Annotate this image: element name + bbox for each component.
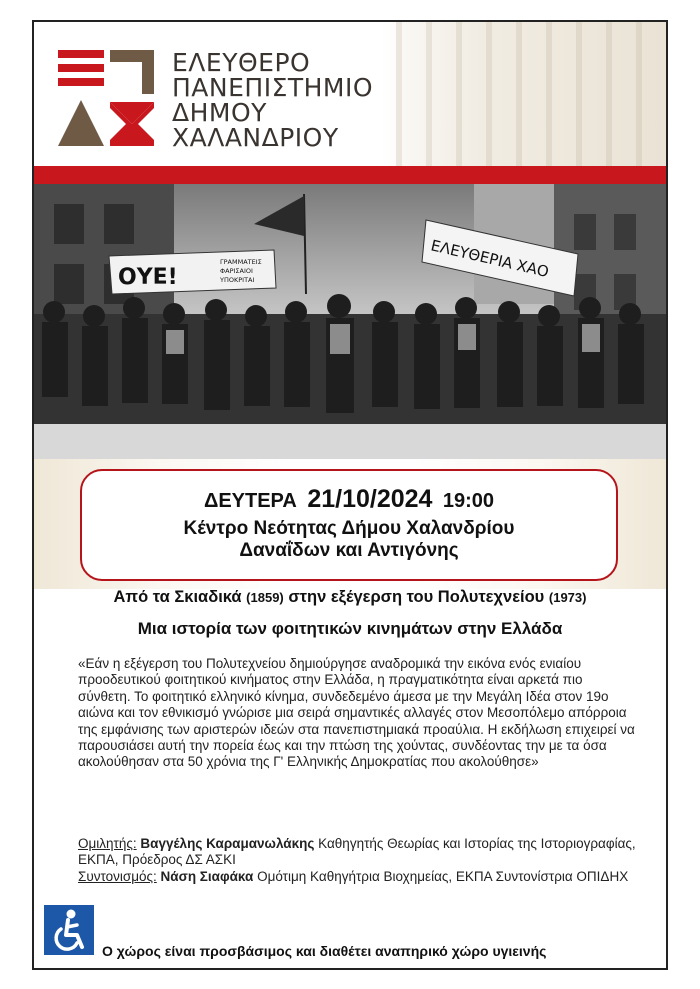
moderator-name: Νάση Σιαφάκα — [160, 869, 254, 884]
org-name-line-3: ΔΗΜΟΥ — [172, 98, 267, 127]
title-year-1: (1859) — [246, 590, 284, 605]
event-address: Δαναΐδων και Αντιγόνης — [239, 540, 459, 561]
lecture-subtitle: Μια ιστορία των φοιτητικών κινημάτων στην Ελλάδα — [137, 619, 563, 638]
left-banner-text: ΟΥΕ! — [118, 265, 178, 290]
lecture-title — [34, 588, 666, 607]
left-banner-small-2: ΦΑΡΙΣΑΙΟΙ — [220, 267, 253, 275]
title-year-2: (1973) — [548, 590, 587, 605]
speaker-role: Καθηγητής Θεωρίας και Ιστορίας της Ιστοριογραφίας, ΕΚΠΑ, Πρόεδρος ΔΣ ΑΣΚΙ — [78, 836, 636, 868]
title-part-2: στην εξέγερση του Πολυτεχνείου — [288, 588, 545, 606]
accessibility-note: Ο χώρος είναι προσβάσιμος και διαθέτει αναπηρικό χώρο υγιεινής — [102, 943, 547, 959]
right-banner-text: ΕΛΕΥΘΕΡΙΑ ΧΑΟ — [429, 236, 551, 282]
poster — [32, 20, 668, 970]
organization-name — [172, 50, 373, 150]
speaker-name: Βαγγέλης Καραμανωλάκης — [140, 836, 315, 851]
moderator-label: Συντονισμός: — [78, 869, 157, 884]
protest-photo — [34, 184, 666, 459]
event-info-box — [80, 469, 618, 581]
red-divider-bar — [34, 166, 666, 184]
speaker-label: Ομιλητής: — [78, 836, 137, 851]
moderator-role: Ομότιμη Καθηγήτρια Βιοχημείας, ΕΚΠΑ Συντονίστρια ΟΠΙΔΗΧ — [257, 869, 629, 884]
moderator-info — [78, 869, 638, 885]
event-date: 21/10/2024 — [307, 485, 433, 513]
event-time: 19:00 — [442, 490, 495, 512]
wheelchair-icon — [44, 905, 94, 955]
org-name-line-1: ΕΛΕΥΘΕΡΟ — [172, 48, 311, 77]
org-name-line-4: ΧΑΛΑΝΔΡΙΟΥ — [172, 123, 339, 152]
university-logo-icon — [58, 50, 154, 146]
lecture-description: «Εάν η εξέγερση του Πολυτεχνείου δημιούργησε αναδρομικά την εικόνα ενός ενιαίου προοδευτικού φοιτητικού κινήματος στην Ελλάδα, η πραγματικότητα είναι αρκετά πιο σύνθετη. Το φοιτητικό ελληνικό κίνημα, συνδεδεμένο άμεσα με την Μεγάλη Ιδέα στον 19ο αιώνα και τον εθνικισμό γνώρισε μια σειρά σημαντικές αλλαγές στον Μεσοπόλεμο απόρροια της εμφάνισης των αριστερών ιδεών στα πανεπιστημιακά προαύλια. Η εκδήλωση επιχειρεί να παρουσιάσει αυτή την πορεία έως και την πτώση της χούντας, συνδέοντας την με τα όσα ακολούθησαν στα 50 χρόνια της Γ' Ελληνικής Δημοκρατίας που ακολούθησε» — [78, 656, 635, 770]
header-background-decoration — [396, 22, 666, 167]
speaker-info — [78, 836, 638, 869]
event-day: ΔΕΥΤΕΡΑ — [203, 490, 297, 512]
left-banner-small-1: ΓΡΑΜΜΑΤΕΙΣ — [220, 258, 262, 266]
event-date-line — [82, 485, 616, 514]
protest-photo-illustration — [34, 184, 666, 459]
poster-header — [34, 22, 666, 167]
title-part-1: Από τα Σκιαδικά — [113, 588, 242, 606]
left-banner-small-3: ΥΠΟΚΡΙΤΑΙ — [220, 276, 255, 284]
org-name-line-2: ΠΑΝΕΠΙΣΤΗΜΙΟ — [172, 73, 374, 102]
event-venue: Κέντρο Νεότητας Δήμου Χαλανδρίου — [183, 518, 515, 539]
